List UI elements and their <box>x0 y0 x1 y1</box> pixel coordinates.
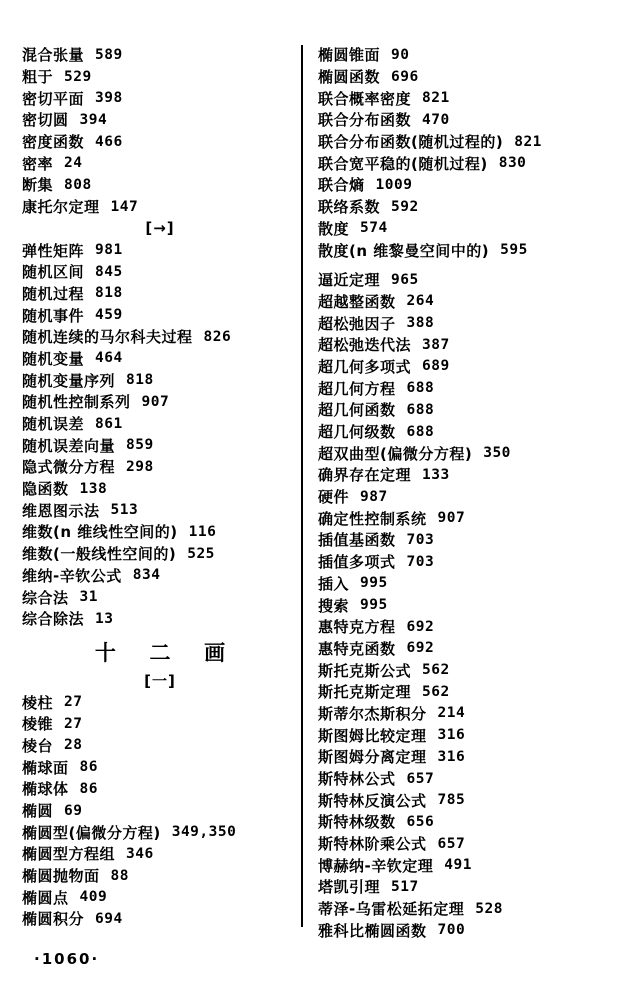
entry-page: 398 <box>95 90 123 107</box>
index-entry <box>22 608 298 630</box>
entry-term: 随机误差 <box>22 415 85 434</box>
index-entry <box>318 529 618 551</box>
index-entry <box>318 442 618 464</box>
entry-term: 联络系数 <box>318 198 381 217</box>
entry-term: 椭圆函数 <box>318 68 381 87</box>
entry-page: 86 <box>79 780 98 797</box>
index-entry <box>22 348 298 370</box>
entry-term: 隐函数 <box>22 480 69 499</box>
index-entry <box>22 131 298 153</box>
index-entry <box>22 821 298 843</box>
entry-term: 随机过程 <box>22 284 85 303</box>
entry-page: 28 <box>64 737 83 754</box>
entry-term: 椭球体 <box>22 780 69 799</box>
index-entry <box>318 681 618 703</box>
entry-page: 845 <box>95 263 123 280</box>
index-entry <box>318 486 618 508</box>
entry-term: 联合分布函数(随机过程的) <box>318 133 504 152</box>
index-entry <box>318 269 618 291</box>
entry-term: 斯特林阶乘公式 <box>318 835 427 854</box>
index-entry <box>22 908 298 930</box>
index-entry <box>318 334 618 356</box>
entry-page: 595 <box>500 242 528 259</box>
entry-term: 康托尔定理 <box>22 198 100 217</box>
entry-term: 椭圆型方程组 <box>22 845 116 864</box>
index-entry <box>318 109 618 131</box>
index-entry <box>318 507 618 529</box>
entry-term: 雅科比椭圆函数 <box>318 921 427 940</box>
index-entry <box>22 44 298 66</box>
index-entry <box>318 464 618 486</box>
index-entry <box>22 174 298 196</box>
entry-page: 409 <box>79 889 108 906</box>
index-entry <box>318 196 618 218</box>
entry-term: 蒂泽-乌雷松延拓定理 <box>318 900 465 919</box>
index-entry <box>318 377 618 399</box>
entry-page: 694 <box>95 910 123 927</box>
entry-term: 棱锥 <box>22 715 54 734</box>
entry-term: 插入 <box>318 574 350 593</box>
entry-term: 随机事件 <box>22 306 85 325</box>
entry-term: 超几何方程 <box>318 379 396 398</box>
entry-page: 657 <box>437 835 466 852</box>
entry-page: 861 <box>95 415 123 432</box>
entry-page: 466 <box>95 133 123 150</box>
entry-page: 116 <box>188 523 217 540</box>
entry-term: 散度 <box>318 219 350 238</box>
index-entry <box>318 616 618 638</box>
entry-term: 隐式微分方程 <box>22 458 116 477</box>
entry-page: 987 <box>360 488 388 505</box>
entry-term: 随机连续的马尔科夫过程 <box>22 328 193 347</box>
entry-page: 574 <box>360 220 388 237</box>
index-entry <box>318 573 618 595</box>
entry-page: 316 <box>437 727 466 744</box>
index-entry <box>22 434 298 456</box>
entry-term: 斯特林反演公式 <box>318 791 427 810</box>
entry-term: 插值多项式 <box>318 553 396 572</box>
entry-page: 688 <box>406 401 435 418</box>
index-entry <box>318 239 618 261</box>
index-entry <box>318 594 618 616</box>
index-entry <box>22 521 298 543</box>
entry-term: 维纳-辛钦公式 <box>22 566 122 585</box>
entry-term: 斯图姆分离定理 <box>318 748 427 767</box>
entry-page: 592 <box>391 198 419 215</box>
entry-term: 超松弛迭代法 <box>318 336 412 355</box>
index-entry <box>22 283 298 305</box>
page-number: ·1060· <box>34 950 100 968</box>
index-entry <box>22 478 298 500</box>
entry-page: 995 <box>360 597 388 614</box>
entry-term: 综合除法 <box>22 610 85 629</box>
index-entry <box>22 261 298 283</box>
entry-term: 超几何级数 <box>318 423 396 442</box>
entry-page: 316 <box>437 748 466 765</box>
index-entry <box>22 756 298 778</box>
index-entry <box>318 44 618 66</box>
entry-page: 69 <box>64 802 83 819</box>
index-entry <box>318 87 618 109</box>
entry-term: 椭圆积分 <box>22 910 85 929</box>
entry-page: 214 <box>437 705 466 722</box>
entry-page: 86 <box>79 759 98 776</box>
index-entry <box>22 499 298 521</box>
section-header: 十二画 <box>94 640 259 665</box>
entry-term: 综合法 <box>22 588 69 607</box>
entry-term: 斯蒂尔杰斯积分 <box>318 704 427 723</box>
index-entry <box>318 876 618 898</box>
entry-term: 斯特林公式 <box>318 770 396 789</box>
index-entry <box>318 659 618 681</box>
entry-term: 椭圆抛物面 <box>22 867 100 886</box>
index-entry <box>22 391 298 413</box>
entry-page: 147 <box>110 198 139 215</box>
entry-page: 808 <box>64 176 92 193</box>
entry-term: 斯托克斯定理 <box>318 683 412 702</box>
index-entry <box>22 565 298 587</box>
entry-term: 逼近定理 <box>318 271 381 290</box>
index-entry <box>318 66 618 88</box>
entry-page: 830 <box>498 155 527 172</box>
entry-term: 塔凯引理 <box>318 878 381 897</box>
entry-page: 700 <box>437 922 466 939</box>
entry-term: 随机性控制系列 <box>22 393 131 412</box>
entry-term: 随机区间 <box>22 263 85 282</box>
right-column <box>318 44 618 941</box>
entry-page: 525 <box>187 545 215 562</box>
index-entry <box>22 886 298 908</box>
index-entry <box>22 456 298 478</box>
index-entry <box>318 421 618 443</box>
entry-page: 513 <box>110 502 139 519</box>
entry-page: 27 <box>64 715 83 732</box>
entry-term: 插值基函数 <box>318 531 396 550</box>
entry-page: 656 <box>406 813 435 830</box>
entry-page: 388 <box>406 315 435 332</box>
entry-term: 棱台 <box>22 736 54 755</box>
entry-term: 惠特克方程 <box>318 618 396 637</box>
entry-page: 31 <box>79 589 98 606</box>
entry-page: 688 <box>406 380 435 397</box>
index-entry <box>318 746 618 768</box>
entry-page: 27 <box>64 694 83 711</box>
entry-term: 棱柱 <box>22 693 54 712</box>
index-entry <box>22 369 298 391</box>
index-entry <box>22 326 298 348</box>
entry-term: 博赫纳-辛钦定理 <box>318 856 434 875</box>
index-entry <box>318 833 618 855</box>
entry-page: 785 <box>437 792 466 809</box>
index-entry <box>318 312 618 334</box>
entry-page: 818 <box>95 285 123 302</box>
entry-page: 703 <box>406 553 435 570</box>
entry-term: 超几何多项式 <box>318 357 412 376</box>
index-entry <box>22 109 298 131</box>
index-entry <box>22 304 298 326</box>
index-entry <box>22 196 298 218</box>
entry-page: 907 <box>141 393 170 410</box>
entry-term: 密切圆 <box>22 111 69 130</box>
entry-term: 椭圆锥面 <box>318 46 381 65</box>
index-entry <box>22 239 298 261</box>
index-entry <box>318 703 618 725</box>
entry-term: 联合概率密度 <box>318 89 412 108</box>
index-entry <box>22 691 298 713</box>
entry-term: 随机误差向量 <box>22 436 116 455</box>
index-entry <box>318 399 618 421</box>
stroke-marker: [→] <box>145 219 175 238</box>
entry-page: 264 <box>406 293 435 310</box>
entry-page: 981 <box>95 242 123 259</box>
index-entry <box>318 854 618 876</box>
entry-page: 298 <box>126 458 154 475</box>
entry-term: 随机变量 <box>22 349 85 368</box>
index-entry <box>318 898 618 920</box>
entry-term: 椭圆点 <box>22 888 69 907</box>
entry-page: 562 <box>422 683 450 700</box>
entry-page: 692 <box>406 618 435 635</box>
entry-term: 斯图姆比较定理 <box>318 726 427 745</box>
index-entry <box>22 586 298 608</box>
entry-page: 1009 <box>375 176 413 193</box>
entry-term: 确界存在定理 <box>318 466 412 485</box>
index-entry <box>22 800 298 822</box>
index-entry <box>22 865 298 887</box>
index-entry <box>22 735 298 757</box>
entry-page: 350 <box>483 445 511 462</box>
entry-page: 818 <box>126 372 154 389</box>
entry-page: 965 <box>391 271 419 288</box>
entry-page: 88 <box>110 867 129 884</box>
entry-term: 断集 <box>22 176 54 195</box>
entry-term: 惠特克函数 <box>318 639 396 658</box>
entry-page: 133 <box>422 466 450 483</box>
entry-term: 密切平面 <box>22 89 85 108</box>
index-entry <box>318 724 618 746</box>
index-entry <box>22 713 298 735</box>
left-column <box>22 44 298 930</box>
entry-term: 斯托克斯公式 <box>318 661 412 680</box>
index-entry <box>318 638 618 660</box>
entry-page: 491 <box>444 857 472 874</box>
entry-page: 464 <box>95 350 123 367</box>
entry-term: 搜索 <box>318 596 350 615</box>
entry-page: 13 <box>95 610 114 627</box>
entry-term: 散度(n 维黎曼空间中的) <box>318 241 490 260</box>
entry-page: 387 <box>422 336 450 353</box>
entry-page: 589 <box>95 46 123 63</box>
entry-term: 维数(n 维线性空间的) <box>22 523 178 542</box>
entry-term: 硬件 <box>318 488 350 507</box>
entry-page: 907 <box>437 510 466 527</box>
entry-term: 粗于 <box>22 68 54 87</box>
entry-term: 斯特林级数 <box>318 813 396 832</box>
entry-term: 超松弛因子 <box>318 314 396 333</box>
column-divider <box>301 45 303 927</box>
entry-page: 859 <box>126 437 154 454</box>
entry-page: 529 <box>64 68 92 85</box>
index-entry <box>318 174 618 196</box>
entry-page: 689 <box>422 358 450 375</box>
entry-page: 394 <box>79 111 108 128</box>
entry-page: 562 <box>422 662 450 679</box>
entry-term: 超双曲型(偏微分方程) <box>318 444 473 463</box>
index-entry <box>318 811 618 833</box>
entry-term: 联合分布函数 <box>318 111 412 130</box>
entry-term: 混合张量 <box>22 46 85 65</box>
index-entry <box>318 768 618 790</box>
index-entry <box>318 789 618 811</box>
entry-page: 821 <box>422 90 450 107</box>
entry-page: 692 <box>406 640 435 657</box>
index-entry <box>22 87 298 109</box>
entry-page: 346 <box>126 845 154 862</box>
entry-page: 821 <box>514 133 542 150</box>
entry-page: 517 <box>391 878 419 895</box>
entry-term: 超越整函数 <box>318 292 396 311</box>
entry-term: 确定性控制系统 <box>318 509 427 528</box>
entry-page: 995 <box>360 575 388 592</box>
entry-term: 密度函数 <box>22 133 85 152</box>
entry-page: 138 <box>79 480 108 497</box>
entry-page: 470 <box>422 111 450 128</box>
index-entry <box>22 66 298 88</box>
entry-page: 834 <box>132 567 161 584</box>
index-entry <box>318 551 618 573</box>
entry-page: 528 <box>475 900 503 917</box>
entry-term: 随机变量序列 <box>22 371 116 390</box>
index-entry <box>22 543 298 565</box>
entry-page: 688 <box>406 423 435 440</box>
entry-term: 椭球面 <box>22 758 69 777</box>
entry-term: 椭圆 <box>22 802 54 821</box>
entry-term: 联合宽平稳的(随机过程) <box>318 154 488 173</box>
index-entry <box>318 356 618 378</box>
stroke-marker: [一] <box>144 671 176 690</box>
entry-page: 24 <box>64 155 83 172</box>
entry-term: 联合熵 <box>318 176 365 195</box>
entry-term: 维数(一般线性空间的) <box>22 545 177 564</box>
index-entry <box>318 920 618 942</box>
index-entry <box>318 291 618 313</box>
index-entry <box>22 778 298 800</box>
entry-page: 696 <box>391 68 419 85</box>
entry-page: 349,350 <box>171 824 237 841</box>
entry-term: 弹性矩阵 <box>22 241 85 260</box>
index-entry <box>318 152 618 174</box>
entry-page: 459 <box>95 307 123 324</box>
entry-term: 椭圆型(偏微分方程) <box>22 823 161 842</box>
entry-term: 密率 <box>22 154 54 173</box>
entry-page: 826 <box>203 328 232 345</box>
index-entry <box>22 152 298 174</box>
entry-term: 超几何函数 <box>318 401 396 420</box>
entry-page: 703 <box>406 531 435 548</box>
entry-page: 90 <box>391 46 410 63</box>
entry-term: 维恩图示法 <box>22 501 100 520</box>
index-entry <box>22 843 298 865</box>
index-entry <box>318 131 618 153</box>
entry-page: 657 <box>406 770 435 787</box>
index-entry <box>22 413 298 435</box>
index-entry <box>318 218 618 240</box>
